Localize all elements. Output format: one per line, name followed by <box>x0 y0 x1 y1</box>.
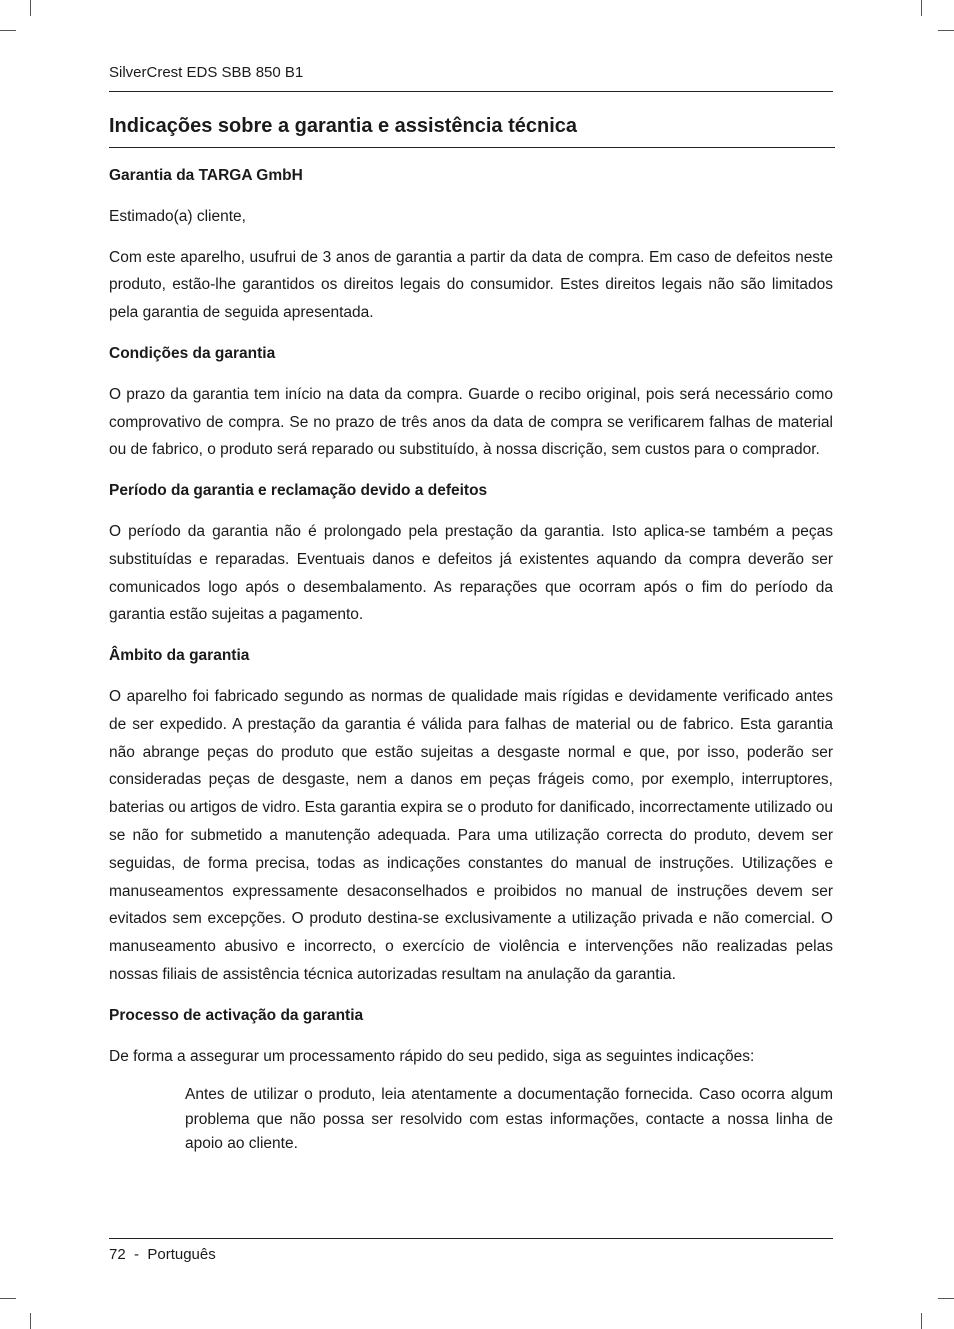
crop-mark <box>30 1313 31 1329</box>
section-heading: Período da garantia e reclamação devido a defeitos <box>109 482 488 500</box>
paragraph: Com este aparelho, usufrui de 3 anos de garantia a partir da data de compra. Em caso de defeitos neste produto, estão-lhe garantidos os direitos legais do consumidor. Estes direitos legais não são limitados pela garantia de seguida apresentada. <box>109 248 833 322</box>
header-rule <box>109 91 833 92</box>
crop-mark <box>938 1298 954 1299</box>
crop-mark <box>0 1298 16 1299</box>
section-heading: Processo de activação da garantia <box>109 1006 364 1024</box>
running-header: SilverCrest EDS SBB 850 B1 <box>109 64 304 81</box>
title-rule <box>109 147 835 148</box>
page-title: Indicações sobre a garantia e assistência técnica <box>109 115 578 137</box>
crop-mark <box>0 30 16 31</box>
paragraph: De forma a assegurar um processamento rápido do seu pedido, siga as seguintes indicações: <box>109 1047 755 1065</box>
crop-mark <box>921 0 922 16</box>
page-footer: 72 - Português <box>109 1246 216 1263</box>
section-heading: Condições da garantia <box>109 344 276 362</box>
section-heading: Âmbito da garantia <box>109 647 250 665</box>
indented-paragraph: Antes de utilizar o produto, leia atentamente a documentação fornecida. Caso ocorra algum problema que não possa ser resolvido com estas informações, contacte a nossa linha de apoio ao cliente. <box>185 1086 833 1153</box>
crop-mark <box>30 0 31 16</box>
paragraph: O período da garantia não é prolongado pela prestação da garantia. Isto aplica-se também a peças substituídas e reparadas. Eventuais danos e defeitos já existentes aquando da compra deverão ser comunicados logo após o desembalamento. As reparações que ocorram após o fim do período da garantia estão sujeitas a pagamento. <box>109 522 833 624</box>
section-heading: Garantia da TARGA GmbH <box>109 167 303 184</box>
footer-rule <box>109 1238 833 1239</box>
document-body <box>109 162 833 1170</box>
paragraph: O prazo da garantia tem início na data da compra. Guarde o recibo original, pois será necessário como comprovativo de compra. Se no prazo de três anos da data de compra se verificarem falhas de material ou de fabrico, o produto será reparado ou substituído, à nossa discrição, sem custos para o comprador. <box>109 385 833 459</box>
paragraph: O aparelho foi fabricado segundo as normas de qualidade mais rígidas e devidamente verificado antes de ser expedido. A prestação da garantia é válida para falhas de material ou de fabrico. Esta garantia não abrange peças do produto que estão sujeitas a desgaste normal e que, por isso, poderão ser consideradas peças de desgaste, nem a danos em peças frágeis como, por exemplo, interruptores, baterias ou artigos de vidro. Esta garantia expira se o produto for danificado, incorrectamente utilizado ou se não for submetido a manutenção adequada. Para uma utilização correcta do produto, devem ser seguidas, de forma precisa, todas as indicações constantes do manual de instruções. Utilizações e manuseamentos expressamente desaconselhados e proibidos no manual de instruções devem ser evitados sem excepções. O produto destina-se exclusivamente a utilização privada e não comercial. O manuseamento abusivo e incorrecto, o exercício de violência e intervenções não realizadas pelas nossas filiais de assistência técnica autorizadas resultam na anulação da garantia. <box>109 687 833 983</box>
crop-mark <box>921 1313 922 1329</box>
paragraph: Estimado(a) cliente, <box>109 207 246 225</box>
crop-mark <box>938 30 954 31</box>
